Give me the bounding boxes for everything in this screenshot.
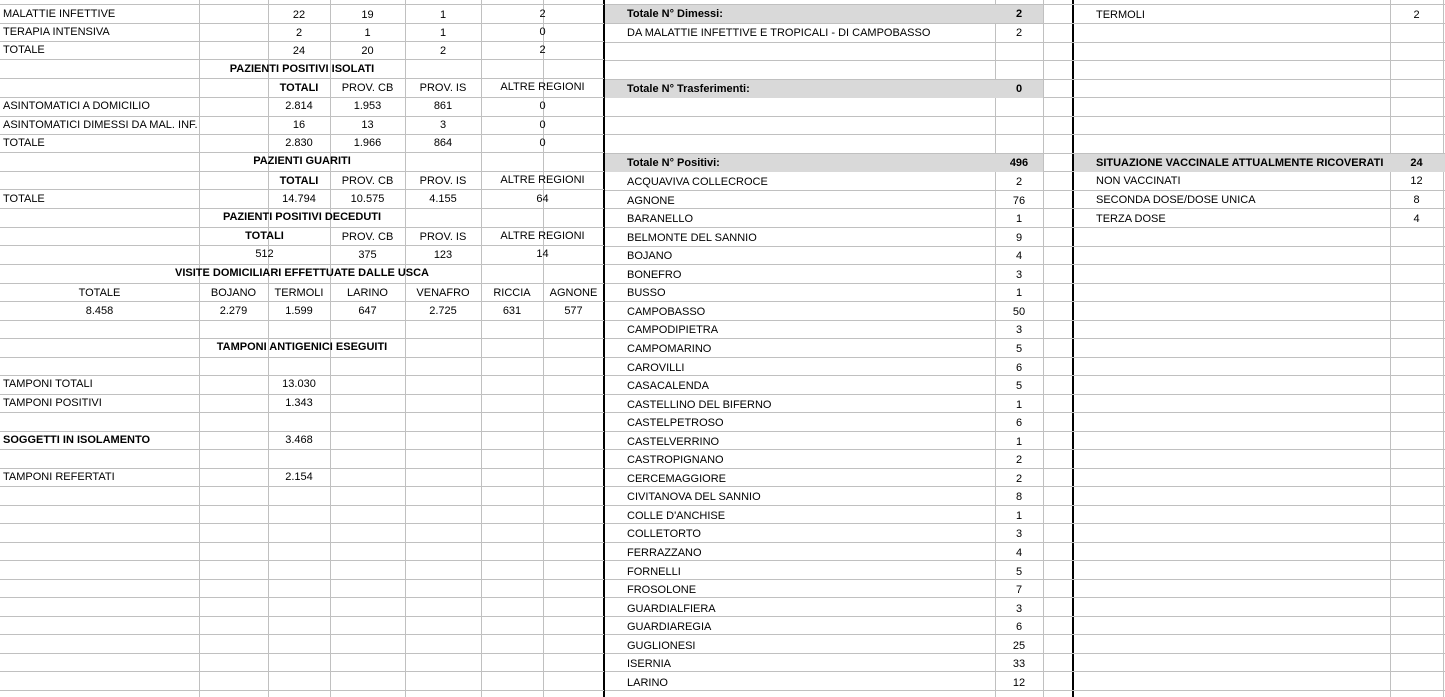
comune-value: 5 [1015,566,1023,578]
comune-name: GUGLIONESI [627,640,696,652]
comune-value: 76 [1012,195,1026,207]
comune-value: 1 [1015,510,1023,522]
value-is: 123 [433,249,453,261]
value-usca-larino: 647 [358,305,377,317]
row-label: MALATTIE INFETTIVE [3,8,116,20]
comune-value: 3 [1015,269,1023,281]
vaccinale-row-label: TERZA DOSE [1096,213,1166,225]
comune-name: FERRAZZANO [627,547,702,559]
row-label: ASINTOMATICI A DOMICILIO [3,100,150,112]
isolamento-label: SOGGETTI IN ISOLAMENTO [3,434,151,446]
value-totali: 24 [292,45,306,57]
comune-value: 3 [1015,528,1023,540]
comune-name: BARANELLO [627,213,694,225]
section-title-tamponi: TAMPONI ANTIGENICI ESEGUITI [216,341,388,353]
row-label: TOTALE [3,137,45,149]
value-totali: 14.794 [282,193,316,205]
comune-name: LARINO [627,677,668,689]
comune-name: CIVITANOVA DEL SANNIO [627,491,761,503]
comune-name: CASACALENDA [627,380,709,392]
comune-name: FORNELLI [627,566,681,578]
section-title-usca: VISITE DOMICILIARI EFFETTUATE DALLE USCA [174,267,429,279]
vaccinale-row-value: 8 [1413,194,1420,206]
value-usca-riccia: 631 [502,305,522,317]
comune-value: 6 [1015,362,1023,374]
value-cb: 10.575 [350,193,385,205]
comune-value: 1 [1015,399,1023,411]
comune-value: 25 [1012,640,1026,652]
comune-name: COLLE D'ANCHISE [627,510,726,522]
row-label: ASINTOMATICI DIMESSI DA MAL. INF. [3,119,198,131]
value-cb: 1.953 [353,100,382,112]
row-label: TOTALE [3,193,45,205]
termoli-value: 2 [1413,9,1420,21]
value-totali: 2 [295,27,303,39]
comune-value: 2 [1015,176,1023,188]
section-title-guariti: PAZIENTI GUARITI [253,155,351,167]
value-cb: 1.966 [353,137,382,149]
header-prov-cb: PROV. CB [341,231,394,243]
header-prov-is: PROV. IS [419,231,467,243]
value-altre: 0 [539,137,546,149]
header-usca-bojano: BOJANO [210,287,257,299]
comune-name: CASTELPETROSO [627,417,724,429]
value-totali: 22 [292,9,306,21]
comune-value: 1 [1015,213,1023,225]
comune-name: CASTELVERRINO [627,436,720,448]
comune-name: CASTELLINO DEL BIFERNO [627,399,772,411]
vaccinale-value: 24 [1410,157,1423,169]
header-prov-cb: PROV. CB [341,82,394,94]
value-altre: 0 [539,100,546,112]
value-cb: 19 [361,9,374,21]
comune-value: 5 [1015,380,1023,392]
header-usca-riccia: RICCIA [493,287,531,299]
header-altre-regioni: ALTRE REGIONI [500,81,585,93]
tamponi-totali-label: TAMPONI TOTALI [3,378,93,390]
value-is: 2 [439,45,447,57]
header-altre-regioni: ALTRE REGIONI [500,174,585,186]
comune-value: 8 [1015,491,1023,503]
section-title-isolati: PAZIENTI POSITIVI ISOLATI [229,63,375,75]
value-cb: 1 [364,27,371,39]
header-altre-regioni: ALTRE REGIONI [500,230,585,242]
value-is: 1 [439,9,447,21]
comune-value: 9 [1015,232,1023,244]
tamponi-positivi-value: 1.343 [285,397,313,409]
header-prov-is: PROV. IS [419,175,467,187]
comune-name: ISERNIA [627,658,672,670]
header-totali: TOTALI [279,175,319,187]
value-altre: 0 [539,119,546,131]
tamponi-positivi-label: TAMPONI POSITIVI [3,397,102,409]
tamponi-refertati-label: TAMPONI REFERTATI [3,471,115,483]
comune-value: 4 [1015,250,1023,262]
header-usca-totale: TOTALE [78,287,121,299]
comune-name: BOJANO [627,250,673,262]
value-usca-agnone: 577 [564,305,583,317]
grid-col-line [1043,0,1044,697]
comune-value: 6 [1015,621,1023,633]
comune-name: BELMONTE DEL SANNIO [627,232,757,244]
value-is: 4.155 [429,193,457,205]
header-usca-larino: LARINO [347,287,388,299]
vaccinale-label: SITUAZIONE VACCINALE ATTUALMENTE RICOVERATI [1096,157,1384,169]
dimessi-detail-label: DA MALATTIE INFETTIVE E TROPICALI - DI CAMPOBASSO [627,27,931,39]
comune-value: 3 [1015,324,1023,336]
comune-name: CAMPOMARINO [627,343,712,355]
value-cb: 13 [361,119,374,131]
value-cb: 20 [361,45,374,57]
tamponi-refertati-value: 2.154 [285,471,313,483]
value-totali: 512 [255,248,274,260]
comune-value: 2 [1015,454,1023,466]
comune-name: BUSSO [627,287,666,299]
vaccinale-row-label: NON VACCINATI [1096,175,1181,187]
header-totali: TOTALI [279,82,319,94]
section-title-deceduti: PAZIENTI POSITIVI DECEDUTI [222,211,382,223]
comune-name: BONEFRO [627,269,682,281]
value-altre: 64 [536,193,549,205]
value-usca-bojano: 2.279 [219,305,248,317]
comune-name: CAMPOBASSO [627,306,706,318]
trasferimenti-value: 0 [1015,83,1023,95]
comune-name: GUARDIALFIERA [627,603,716,615]
value-is: 861 [433,100,453,112]
comune-value: 12 [1012,677,1026,689]
header-prov-is: PROV. IS [419,82,467,94]
header-prov-cb: PROV. CB [341,175,394,187]
dimessi-value: 2 [1015,8,1023,20]
value-altre: 2 [539,44,546,56]
header-usca-termoli: TERMOLI [274,287,324,299]
comune-value: 5 [1015,343,1023,355]
comune-name: CERCEMAGGIORE [627,473,727,485]
value-usca-venafro: 2.725 [429,305,457,317]
section-divider [1072,0,1074,697]
comune-name: FROSOLONE [627,584,697,596]
value-altre: 0 [539,26,546,38]
comune-name: COLLETORTO [627,528,701,540]
dimessi-detail-value: 2 [1015,27,1023,39]
header-totali: TOTALI [245,230,284,242]
value-is: 864 [433,137,453,149]
dimessi-label: Totale N° Dimessi: [627,8,723,20]
comune-name: AGNONE [627,195,675,207]
comune-name: CAROVILLI [627,362,685,374]
comune-value: 2 [1015,473,1023,485]
comune-value: 50 [1012,306,1026,318]
value-altre: 2 [539,8,546,20]
vaccinale-row-value: 4 [1413,213,1420,225]
grid-col-line [1443,0,1444,697]
value-is: 3 [439,119,447,131]
value-totali: 2.830 [285,137,313,149]
header-usca-agnone: AGNONE [549,287,598,299]
value-cb: 375 [358,249,377,261]
value-usca-totale: 8.458 [85,305,114,317]
comune-value: 4 [1015,547,1023,559]
grid-col-line [1390,0,1391,697]
vaccinale-row-value: 12 [1410,175,1423,187]
comune-name: CASTROPIGNANO [627,454,724,466]
comune-value: 1 [1015,287,1023,299]
comune-name: GUARDIAREGIA [627,621,712,633]
trasferimenti-label: Totale N° Trasferimenti: [627,83,750,95]
positivi-label: Totale N° Positivi: [627,157,720,169]
comune-value: 3 [1015,603,1023,615]
tamponi-totali-value: 13.030 [282,378,316,390]
comune-value: 7 [1015,584,1023,596]
value-totali: 16 [292,119,306,131]
comune-value: 1 [1015,436,1023,448]
vaccinale-row-label: SECONDA DOSE/DOSE UNICA [1096,194,1256,206]
row-label: TOTALE [3,44,45,56]
isolamento-value: 3.468 [285,434,313,446]
termoli-label: TERMOLI [1096,9,1145,21]
comune-name: CAMPODIPIETRA [627,324,719,336]
value-is: 1 [439,27,447,39]
value-totali: 2.814 [285,100,313,112]
row-label: TERAPIA INTENSIVA [3,26,110,38]
comune-name: ACQUAVIVA COLLECROCE [627,176,768,188]
value-usca-termoli: 1.599 [285,305,313,317]
header-usca-venafro: VENAFRO [416,287,470,299]
comune-value: 6 [1015,417,1023,429]
value-altre: 14 [536,248,549,260]
comune-value: 33 [1012,658,1026,670]
positivi-value: 496 [1009,157,1029,169]
